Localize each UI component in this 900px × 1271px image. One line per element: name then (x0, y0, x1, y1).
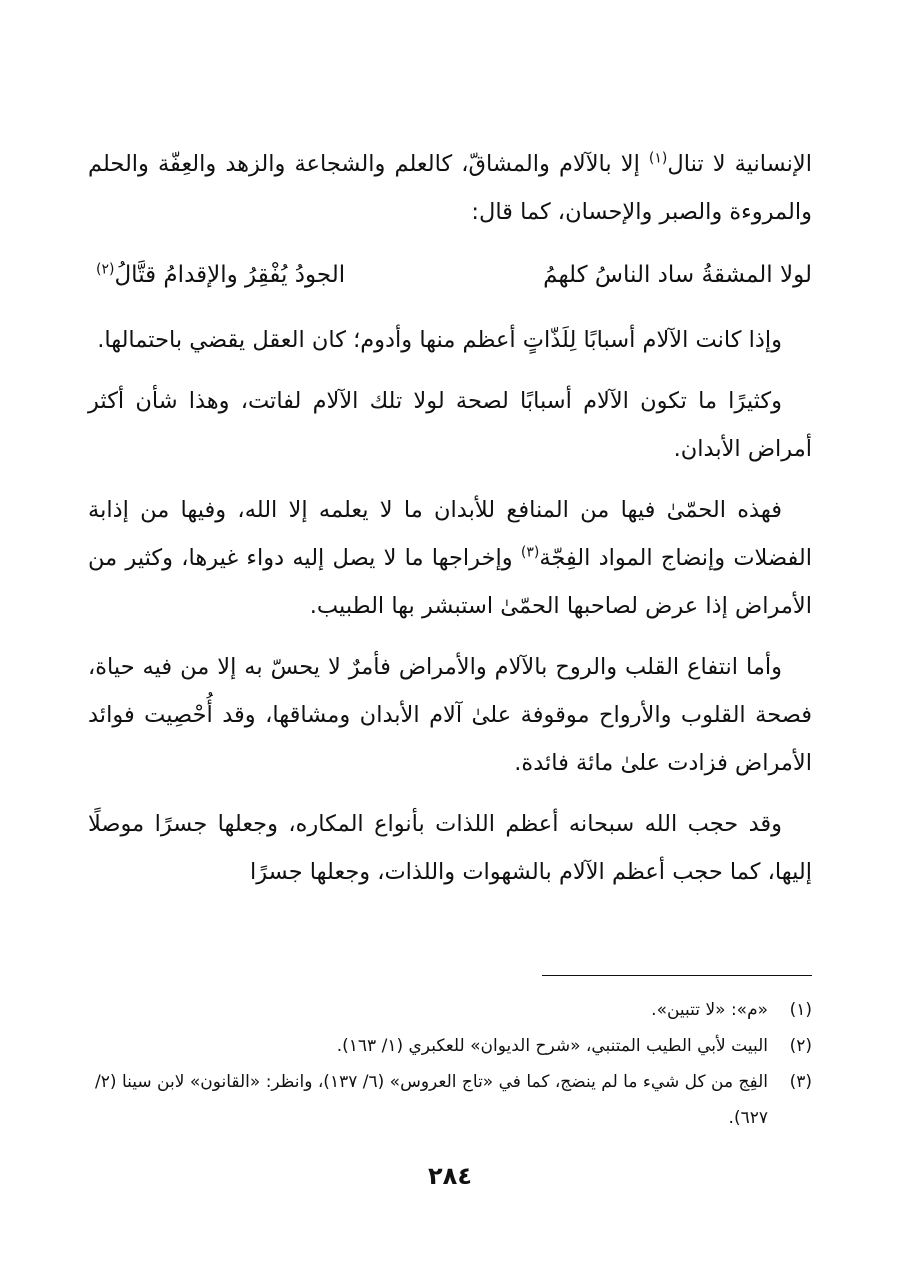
main-text (88, 140, 812, 909)
footnote-3 (88, 1064, 812, 1136)
verse-second-hemistich-text: الجودُ يُفْقِرُ والإقدامُ قتَّالُ (114, 262, 346, 288)
footnote-divider (542, 975, 812, 976)
paragraph-1 (88, 140, 812, 236)
footnote-ref-3: (٣) (520, 544, 540, 561)
paragraph-4-text-a: فهذه الحمّىٰ فيها من المنافع للأبدان ما لا يعلمه إلا الله، وفيها من إذابة الفضلات وإنضاج المواد الفِجّة (88, 497, 812, 571)
verse-second-hemistich (96, 249, 345, 301)
paragraph-1-text-a: الإنسانية لا تنال (667, 151, 813, 177)
footnote-1-number: (١) (789, 1000, 812, 1020)
poetry-verse (88, 249, 812, 301)
footnote-1 (88, 992, 812, 1028)
footnotes (88, 992, 812, 1136)
paragraph-3: وكثيرًا ما تكون الآلام أسبابًا لصحة لولا تلك الآلام لفاتت، وهذا شأن أكثر أمراض الأبدان. (88, 388, 812, 462)
paragraph-4-text-b: وإخراجها ما لا يصل إليه دواء غيرها، وكثير من الأمراض إذا عرض لصاحبها الحمّىٰ استبشر بها الطبيب. (88, 545, 812, 619)
paragraph-1-text-b: إلا بالآلام والمشاقّ، كالعلم والشجاعة والزهد والعِفّة والحلم والمروءة والصبر والإحسان، كما قال: (88, 151, 812, 225)
verse-first-hemistich: لولا المشقةُ ساد الناسُ كلهمُ (543, 262, 812, 288)
paragraph-2: وإذا كانت الآلام أسبابًا لِلَذّاتٍ أعظم منها وأدوم؛ كان العقل يقضي باحتمالها. (97, 327, 782, 353)
paragraph-5: وأما انتفاع القلب والروح بالآلام والأمراض فأمرٌ لا يحسّ به إلا من فيه حياة، فصحة القلوب والأرواح موقوفة علىٰ آلام الأبدان ومشاقها، وقد أُحْصِيت فوائد الأمراض فزادت علىٰ مائة فائدة. (88, 654, 812, 776)
page-number: ٢٨٤ (428, 1162, 472, 1190)
footnote-2-number: (٢) (789, 1036, 812, 1056)
footnote-ref-2: (٢) (96, 261, 115, 278)
footnote-3-number: (٣) (789, 1072, 812, 1092)
footnote-ref-1: (١) (648, 150, 668, 167)
paragraph-6: وقد حجب الله سبحانه أعظم اللذات بأنواع المكاره، وجعلها جسرًا موصلًا إليها، كما حجب أعظم الآلام بالشهوات واللذات، وجعلها جسرًا (88, 811, 812, 885)
paragraph-4 (88, 486, 812, 630)
footnote-2-text: البيت لأبي الطيب المتنبي، «شرح الديوان» للعكبري (١/ ١٦٣). (336, 1036, 768, 1056)
footnote-2 (88, 1028, 812, 1064)
footnote-1-text: «م»: «لا تتبين». (651, 1000, 768, 1020)
footnote-3-text: الفِج من كل شيء ما لم ينضج، كما في «تاج العروس» (٦/ ١٣٧)، وانظر: «القانون» لابن سينا (٢/ ٦٢٧). (95, 1072, 768, 1128)
